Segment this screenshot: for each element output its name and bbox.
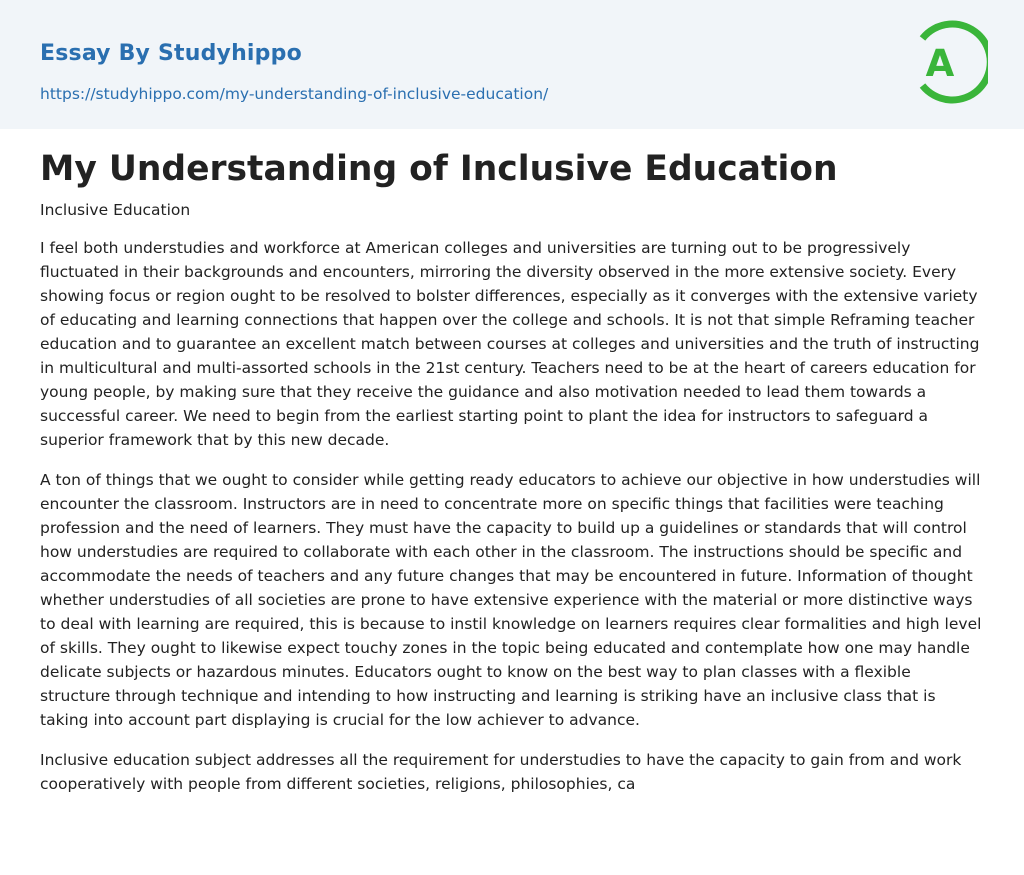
essay-url-link[interactable]: https://studyhippo.com/my-understanding-of-inclusive-education/ <box>40 85 549 103</box>
essay-paragraph-3: Inclusive education subject addresses all the requirement for understudies to have the capacity to gain from and work cooperatively with people from different societies, religions, philosophies, ca <box>40 751 962 793</box>
essay-category[interactable]: Inclusive Education <box>40 201 191 219</box>
logo-letter: A <box>925 42 955 85</box>
essay-paragraph-2: A ton of things that we ought to consider while getting ready educators to achieve our objective in how understudies will encounter the classroom. Instructors are in need to concentrate more on specific things that facilities were teaching profession and the need of learners. They must have the capacity to build up a guidelines or standards that will control how understudies are required to collaborate with each other in the classroom. The instructions should be specific and accommodate the needs of teachers and any future changes that may be encountered in future. Information of thought whether understudies of all societies are prone to have extensive experience with the material or more distinctive ways to deal with learning are required, this is because to instil knowledge on learners requires clear formalities and high level of skills. They ought to likewise expect touchy zones in the topic being educated and contemplate how one may handle delicate subjects or hazardous minutes. Educators ought to know on the best way to plan classes with a flexible structure through technique and intending to how instructing and learning is striking have an inclusive class that is taking into account part displaying is crucial for the low achiever to advance. <box>40 471 982 729</box>
site-brand[interactable]: Essay By Studyhippo <box>40 41 302 66</box>
studyhippo-logo-icon[interactable] <box>908 18 988 106</box>
essay-content <box>0 129 1024 796</box>
essay-title: My Understanding of Inclusive Education <box>40 149 838 189</box>
essay-paragraph-1: I feel both understudies and workforce at American colleges and universities are turning out to be progressively fluctuated in their backgrounds and encounters, mirroring the diversity observed in the more extensive society. Every showing focus or region ought to be resolved to bolster differences, especially as it converges with the extensive variety of educating and learning connections that happen over the college and schools. It is not that simple Reframing teacher education and to guarantee an excellent match between courses at colleges and universities and the truth of instructing in multicultural and multi-assorted schools in the 21st century. Teachers need to be at the heart of careers education for young people, by making sure that they receive the guidance and also motivation needed to lead them towards a successful career. We need to begin from the earliest starting point to plant the idea for instructors to safeguard a superior framework that by this new decade. <box>40 239 980 449</box>
site-header <box>0 0 1024 129</box>
